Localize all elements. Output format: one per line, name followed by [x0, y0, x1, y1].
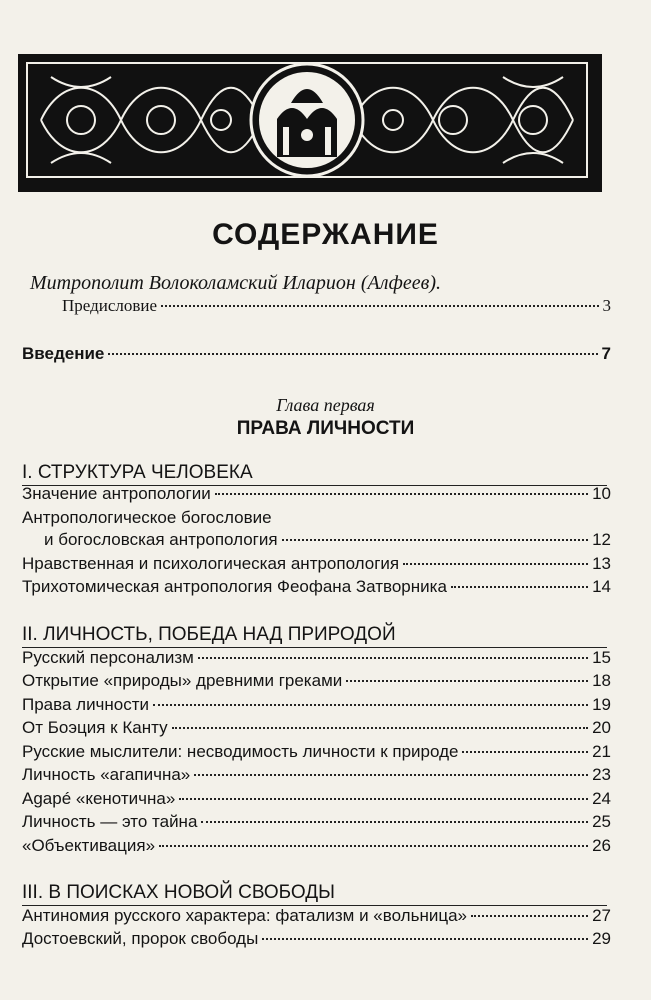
- toc-entry-page: 3: [602, 296, 611, 315]
- toc-entry-page: 15: [592, 648, 611, 667]
- toc-entry-label: От Боэция к Канту: [22, 718, 168, 737]
- toc-entry-label: Предисловие: [62, 296, 158, 315]
- leader-dots: [179, 798, 588, 800]
- toc-entry-page: 26: [592, 836, 611, 855]
- leader-dots: [172, 727, 589, 729]
- toc-entry-page: 18: [592, 671, 611, 690]
- toc-entry-label: Agapé «кенотична»: [22, 789, 176, 808]
- leader-dots: [471, 915, 588, 917]
- toc-entry-label: Личность — это тайна: [22, 812, 198, 831]
- chapter-title: ПРАВА ЛИЧНОСТИ: [236, 418, 415, 439]
- toc-entry-page: 19: [592, 695, 611, 714]
- toc-entry-page: 25: [592, 812, 611, 831]
- toc-entry-label: Русские мыслители: несводимость личности к природе: [22, 742, 459, 761]
- toc-entry-page: 20: [592, 718, 611, 737]
- toc-entry-label: Нравственная и психологическая антропология: [22, 554, 400, 573]
- toc-entry: [22, 906, 611, 926]
- toc-entry: [22, 765, 611, 785]
- leader-dots: [194, 774, 588, 776]
- leader-dots: [108, 353, 597, 355]
- toc-entry: [22, 742, 611, 762]
- leader-dots: [462, 751, 588, 753]
- toc-entry: [22, 695, 611, 715]
- toc-entry: [22, 812, 611, 832]
- leader-dots: [346, 680, 588, 682]
- toc-entry: [22, 718, 611, 738]
- toc-entry: [22, 789, 611, 809]
- toc-entry: [44, 530, 611, 550]
- leader-dots: [161, 305, 598, 307]
- page-title: СОДЕРЖАНИЕ: [212, 218, 439, 251]
- toc-entry: [22, 929, 611, 949]
- ornament-icon: [21, 57, 593, 183]
- toc-entry: [22, 671, 611, 691]
- toc-entry-label: Значение антропологии: [22, 484, 211, 503]
- leader-dots: [153, 704, 588, 706]
- toc-entry-label: и богословская антропология: [44, 530, 278, 549]
- toc-entry-page: 7: [601, 344, 611, 363]
- leader-dots: [262, 938, 588, 940]
- leader-dots: [159, 845, 588, 847]
- leader-dots: [198, 657, 588, 659]
- leader-dots: [282, 539, 588, 541]
- toc-entry-page: 10: [592, 484, 611, 503]
- toc-entry-label: Введение: [22, 344, 105, 363]
- toc-entry-page: 21: [592, 742, 611, 761]
- section-heading: II. ЛИЧНОСТЬ, ПОБЕДА НАД ПРИРОДОЙ: [22, 624, 396, 645]
- toc-entry-page: 14: [592, 577, 611, 596]
- toc-entry-page: 12: [592, 530, 611, 549]
- toc-entry-label: Достоевский, пророк свободы: [22, 929, 259, 948]
- leader-dots: [403, 563, 588, 565]
- leader-dots: [215, 493, 588, 495]
- toc-entry-page: 13: [592, 554, 611, 573]
- toc-entry-page: 29: [592, 929, 611, 948]
- toc-entry-label: Антропологическое богословие: [22, 508, 272, 527]
- toc-entry: [22, 554, 611, 574]
- leader-dots: [201, 821, 588, 823]
- section-heading: I. СТРУКТУРА ЧЕЛОВЕКА: [22, 462, 253, 483]
- toc-entry-label: Открытие «природы» древними греками: [22, 671, 343, 690]
- toc-entry-label: Русский персонализм: [22, 648, 194, 667]
- toc-entry-label: Права личности: [22, 695, 150, 714]
- toc-entry: [22, 836, 611, 856]
- ornamental-header-banner: [18, 54, 602, 192]
- toc-entry-label: Антиномия русского характера: фатализм и «вольница»: [22, 906, 467, 925]
- toc-entry: [22, 484, 611, 504]
- toc-entry-page: 24: [592, 789, 611, 808]
- toc-entry-label: Личность «агапична»: [22, 765, 191, 784]
- section-heading: III. В ПОИСКАХ НОВОЙ СВОБОДЫ: [22, 882, 335, 903]
- toc-entry: [40, 296, 611, 316]
- toc-entry-page: 27: [592, 906, 611, 925]
- toc-entry: [22, 344, 611, 364]
- toc-entry: [22, 648, 611, 668]
- toc-entry: [22, 508, 611, 528]
- toc-entry-page: 23: [592, 765, 611, 784]
- toc-entry-label: Трихотомическая антропология Феофана Затворника: [22, 577, 447, 596]
- author-line: Митрополит Волоколамский Иларион (Алфеев).: [30, 272, 441, 294]
- toc-entry: [22, 577, 611, 597]
- leader-dots: [451, 586, 588, 588]
- chapter-subtitle: Глава первая: [276, 395, 375, 415]
- toc-entry-label: «Объективация»: [22, 836, 156, 855]
